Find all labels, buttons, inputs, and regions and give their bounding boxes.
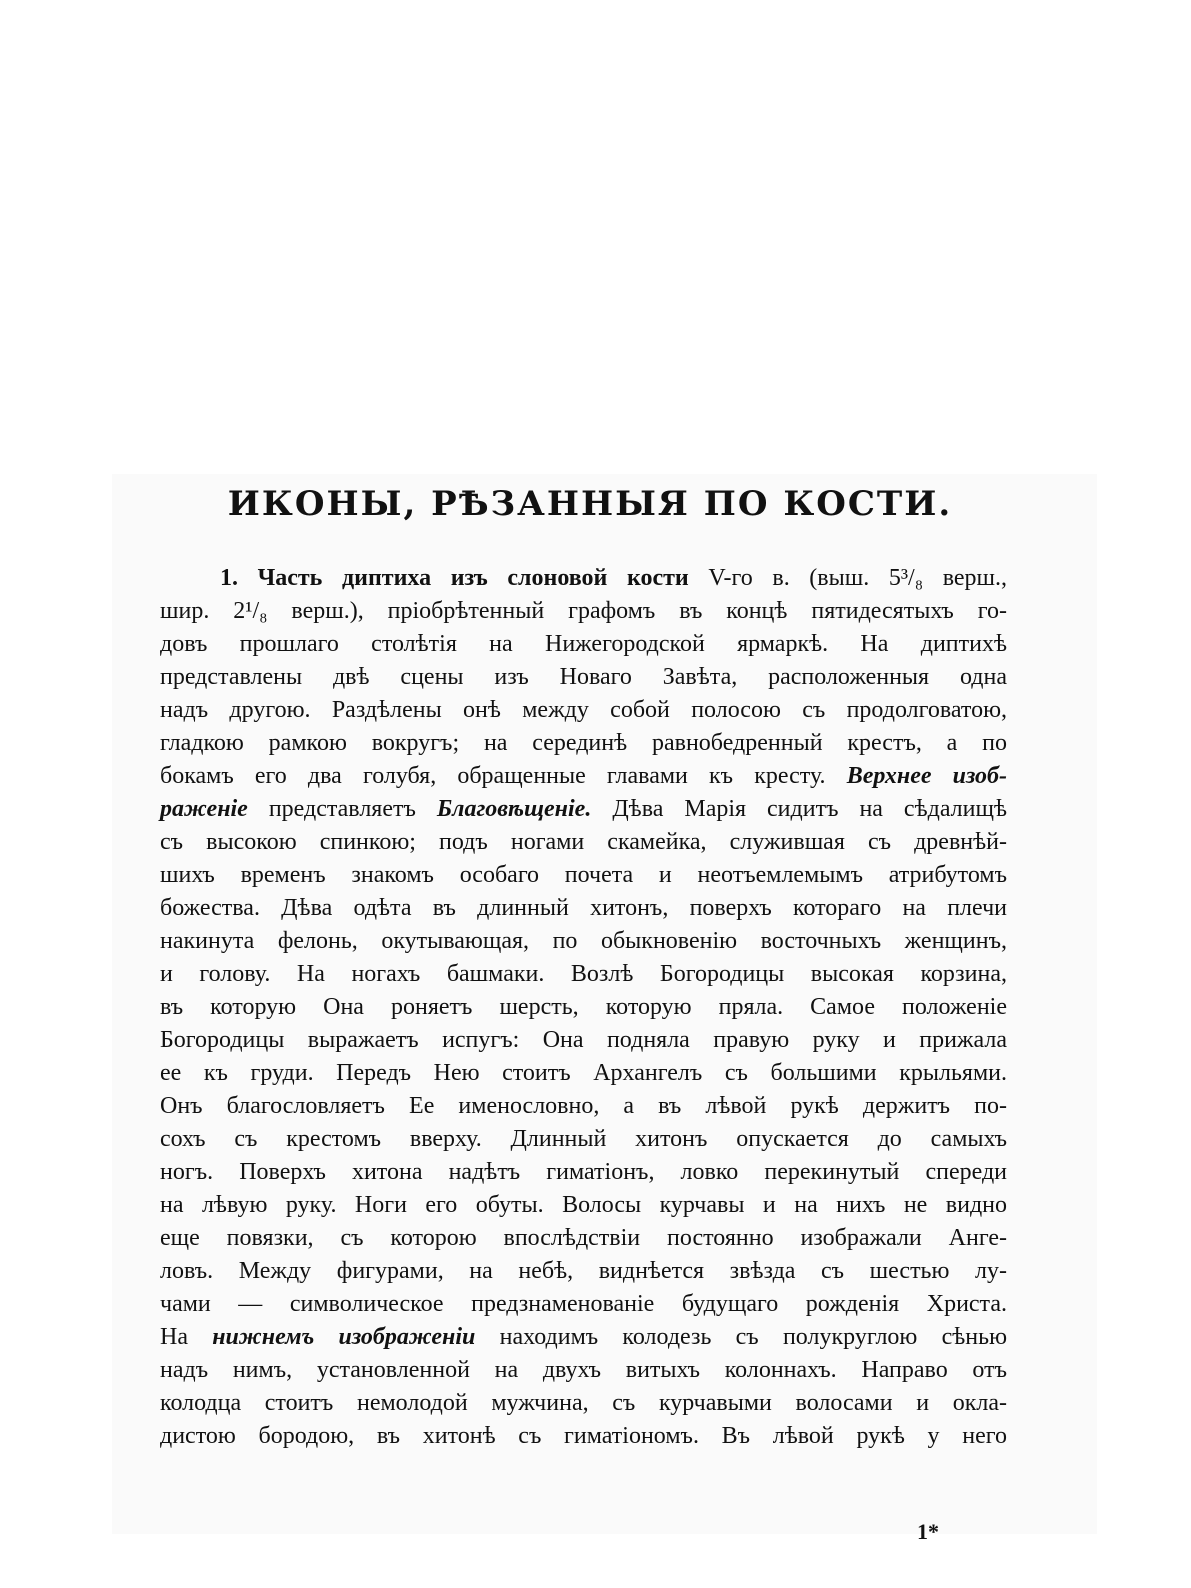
- page-number: 1*: [917, 1519, 939, 1544]
- text-segment: бокамъ его два голубя, обращенные главами къ кресту.: [160, 763, 826, 789]
- italic-term: Благовѣщеніе.: [436, 796, 592, 822]
- text-line: дистою бородою, въ хитонѣ съ гиматіономъ. Въ лѣвой рукѣ у него: [160, 1423, 1007, 1449]
- text-line: божества. Дѣва одѣта въ длинный хитонъ, поверхъ котораго на плечи: [160, 895, 1007, 921]
- text-segment: представляетъ: [268, 796, 416, 822]
- text-line: шир. 2¹/₈ верш.), пріобрѣтенный графомъ въ концѣ пятидесятыхъ го-: [160, 598, 1007, 624]
- text-line: надъ нимъ, установленной на двухъ витыхъ колоннахъ. Направо отъ: [160, 1357, 1007, 1383]
- entry-first-line: [160, 562, 1007, 595]
- text-line-with-italic: [160, 793, 1007, 826]
- text-line: шихъ временъ знакомъ особаго почета и неотъемлемымъ атрибутомъ: [160, 862, 1007, 888]
- text-segment: находимъ колодезь съ полукруглою сѣнью: [499, 1324, 1007, 1350]
- text-line: накинута фелонь, окутывающая, по обыкновенію восточныхъ женщинъ,: [160, 928, 1007, 954]
- text-line: ее къ груди. Передъ Нею стоитъ Архангелъ съ большими крыльями.: [160, 1060, 1007, 1086]
- text-line-with-italic: [160, 760, 1007, 793]
- text-line: ногъ. Поверхъ хитона надѣтъ гиматіонъ, ловко перекинутый спереди: [160, 1159, 1007, 1185]
- text-line: въ которую Она роняетъ шерсть, которую пряла. Самое положеніе: [160, 994, 1007, 1020]
- text-line: съ высокою спинкою; подъ ногами скамейка, служившая съ древнѣй-: [160, 829, 1007, 855]
- text-line: гладкою рамкою вокругъ; на серединѣ равнобедренный крестъ, а по: [160, 730, 1007, 756]
- text-line: Онъ благословляетъ Ее именословно, а въ лѣвой рукѣ держитъ по-: [160, 1093, 1007, 1119]
- italic-term: нижнемъ изображеніи: [212, 1324, 476, 1350]
- italic-term: Верхнее изоб-: [846, 763, 1008, 789]
- text-line: Богородицы выражаетъ испугъ: Она подняла правую руку и прижала: [160, 1027, 1007, 1053]
- text-segment: Дѣва Марія сидитъ на сѣдалищѣ: [612, 796, 1008, 822]
- text-line: довъ прошлаго столѣтія на Нижегородской ярмаркѣ. На диптихѣ: [160, 631, 1007, 657]
- text-line: ловъ. Между фигурами, на небѣ, виднѣется звѣзда съ шестью лу-: [160, 1258, 1007, 1284]
- text-line: представлены двѣ сцены изъ Новаго Завѣта, расположенныя одна: [160, 664, 1007, 690]
- text-segment: На: [160, 1324, 188, 1350]
- text-line: чами — символическое предзнаменованіе будущаго рожденія Христа.: [160, 1291, 1007, 1317]
- entry-title: Часть диптиха изъ слоновой кости: [257, 565, 689, 591]
- text-line-with-italic: [160, 1321, 1007, 1354]
- text-line: еще повязки, съ которою впослѣдствіи постоянно изображали Анге-: [160, 1225, 1007, 1251]
- text-line: и голову. На ногахъ башмаки. Возлѣ Богородицы высокая корзина,: [160, 961, 1007, 987]
- body-text: [160, 562, 1007, 1453]
- italic-term: раженіе: [160, 796, 248, 822]
- text-line: надъ другою. Раздѣлены онѣ между собой полосою съ продолговатою,: [160, 697, 1007, 723]
- entry-number: 1.: [220, 565, 238, 591]
- text-line: на лѣвую руку. Ноги его обуты. Волосы курчавы и на нихъ не видно: [160, 1192, 1007, 1218]
- page-heading: ИКОНЫ, РѢЗАННЫЯ ПО КОСТИ.: [227, 484, 953, 524]
- text-line: колодца стоитъ немолодой мужчина, съ курчавыми волосами и окла-: [160, 1390, 1007, 1416]
- text-line: сохъ съ крестомъ вверху. Длинный хитонъ опускается до самыхъ: [160, 1126, 1007, 1152]
- entry-date-dimensions: V-го в. (выш. 5³/₈ верш.,: [708, 565, 1008, 591]
